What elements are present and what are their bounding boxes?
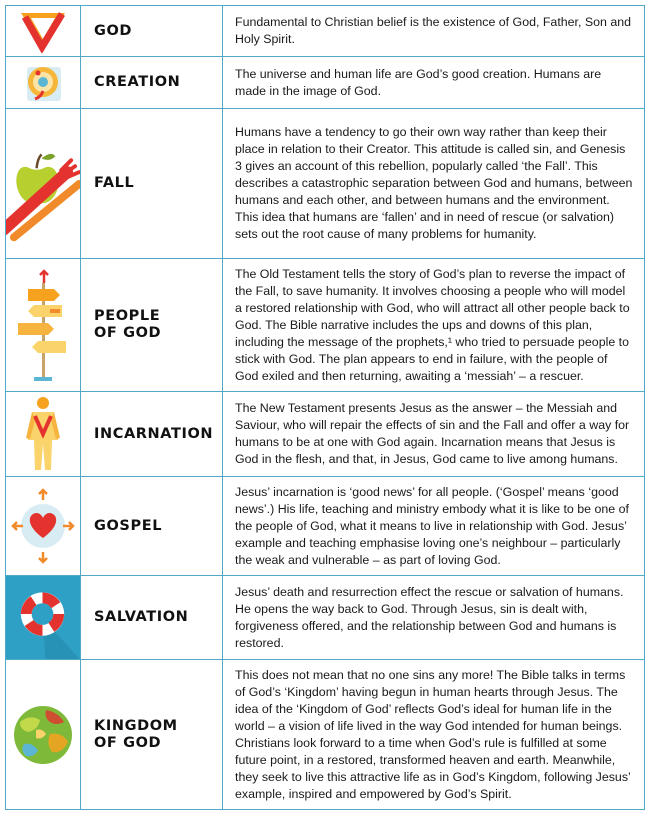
term-cell	[81, 57, 223, 108]
description-cell	[223, 576, 644, 659]
description-text: The Old Testament tells the story of God’s plan to reverse the impact of the Fall, to save humanity. It involves choosing a people who will model a restored relationship with God, who will attract all other people back to God. The Bible narrative includes the ups and downs of this plan, including the message of the prophets,¹ who tried to persuade people to stick with God. The plan appears to end in failure, with the people of God exiled and then returning, awaiting a ‘messiah’ – a rescuer.	[235, 266, 630, 383]
term-cell	[81, 6, 223, 56]
term-label: GOSPEL	[94, 517, 163, 534]
concepts-table	[5, 5, 645, 810]
term-cell	[81, 109, 223, 258]
description-text: This does not mean that no one sins any more! The Bible talks in terms of God’s ‘Kingdom’ having begun in human hearts through Jesus. The idea of the ‘Kingdom of God’ reflects God’s ideal for human life in the world – a vision of life lived in the way God intended for human beings. Christians look forward to a time when God’s rule is fulfilled at some future point, in a restored, transformed heaven and earth. Meanwhile, they seek to live this attractive life as in God’s Kingdom, following Jesus’ example, inspired and empowered by God’s Spirit.	[235, 667, 631, 801]
term-cell	[81, 392, 223, 476]
icon-cell	[6, 259, 81, 391]
description-text: Humans have a tendency to go their own way rather than keep their place in relation to their Creator. This attitude is called sin, and Genesis 3 gives an account of this rebellion, popularly called ‘the Fall’. This describes a catastrophic separation between God and humans, between humans and each other, and between humans and the environment. This idea that humans are ‘fallen’ and in need of rescue (or salvation) sets out the root cause of many problems for humanity.	[235, 125, 633, 241]
description-cell	[223, 660, 644, 809]
icon-cell	[6, 576, 81, 659]
term-label: SALVATION	[94, 609, 189, 625]
description-cell	[223, 6, 644, 56]
signpost-icon	[8, 265, 78, 385]
term-label: INCARNATION	[94, 425, 214, 442]
description-cell	[223, 109, 644, 258]
table-row	[6, 258, 644, 391]
icon-cell	[6, 660, 81, 809]
description-text: Jesus’ death and resurrection effect the rescue or salvation of humans. He opens the way back to God. Through Jesus, sin is dealt with, forgiveness offered, and the relationship between God and humans is restored.	[235, 584, 624, 650]
description-text: Fundamental to Christian belief is the existence of God, Father, Son and Holy Spirit.	[235, 15, 632, 46]
table-row	[6, 6, 644, 56]
table-row	[6, 476, 644, 575]
icon-cell	[6, 57, 81, 108]
icon-cell	[6, 109, 81, 258]
icon-cell	[6, 477, 81, 575]
term-label: CREATION	[94, 74, 181, 90]
term-label: KINGDOM OF GOD	[94, 717, 178, 751]
term-label: PEOPLE OF GOD	[94, 308, 162, 341]
human-figure-icon	[18, 394, 68, 474]
description-text: The universe and human life are God’s good creation. Humans are made in the image of God.	[235, 66, 602, 98]
description-cell	[223, 477, 644, 575]
term-cell	[81, 259, 223, 391]
term-cell	[81, 660, 223, 809]
apple-hands-icon	[6, 110, 80, 258]
term-cell	[81, 576, 223, 659]
description-cell	[223, 392, 644, 476]
description-cell	[223, 57, 644, 108]
table-row	[6, 108, 644, 258]
description-text: The New Testament presents Jesus as the answer – the Messiah and Saviour, who will repair the effects of sin and the Fall and offer a way for humans to be at one with God again. Incarnation means that Jesus is God in the flesh, and that, in Jesus, God came to live among humans.	[235, 401, 630, 466]
description-cell	[223, 259, 644, 391]
lifebuoy-icon	[6, 576, 80, 659]
triangle-v-icon	[15, 9, 71, 53]
term-cell	[81, 477, 223, 575]
globe-icon	[10, 700, 76, 770]
term-label: GOD	[94, 22, 133, 39]
table-row	[6, 575, 644, 659]
description-text: Jesus’ incarnation is ‘good news’ for all people. (‘Gospel’ means ‘good news’.) His life, teaching and ministry embody what it is like to be one of the people of God, what it means to live in relationship with God. Jesus’ example and teaching emphasise loving one’s neighbour – particularly the weak and vulnerable – as part of loving God.	[235, 484, 629, 567]
icon-cell	[6, 6, 81, 56]
term-label: FALL	[94, 175, 135, 191]
heart-arrows-icon	[11, 486, 75, 566]
table-row	[6, 56, 644, 108]
table-row	[6, 659, 644, 809]
seed-circle-icon	[21, 61, 65, 105]
table-row	[6, 391, 644, 476]
icon-cell	[6, 392, 81, 476]
